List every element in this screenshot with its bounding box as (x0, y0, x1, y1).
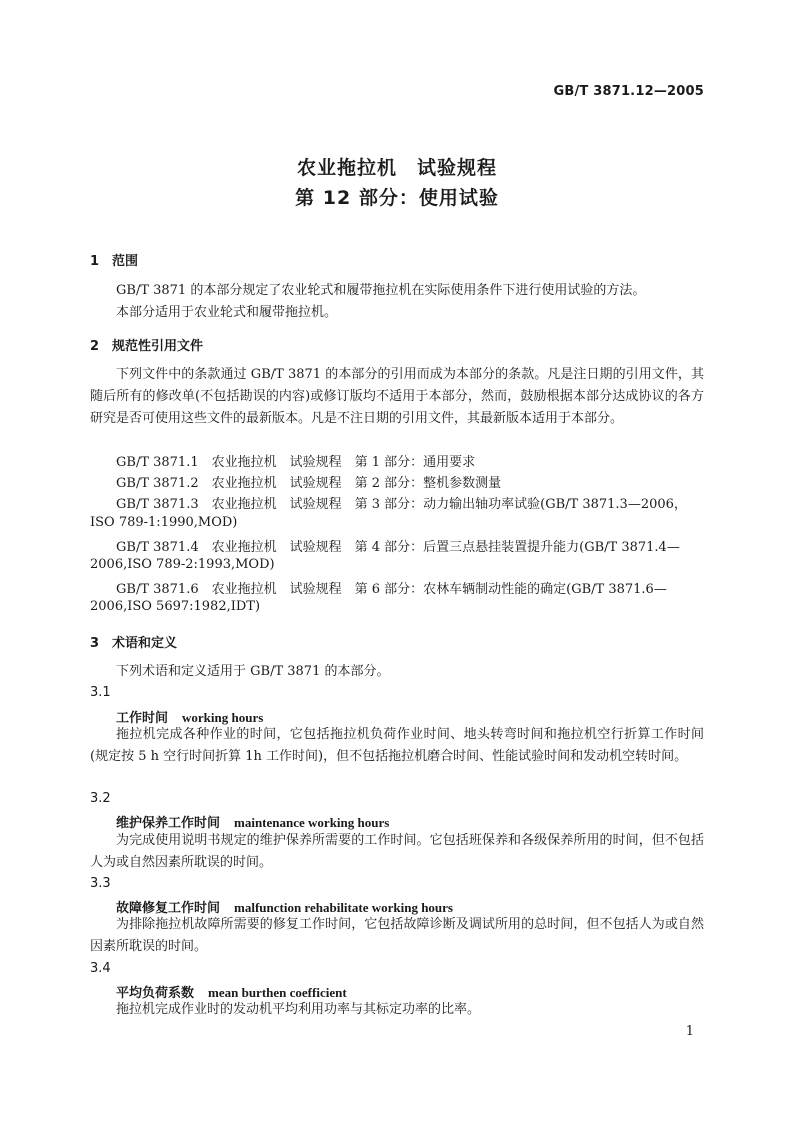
reference-item-continuation: 2006,ISO 789-2:1993,MOD) (90, 557, 275, 572)
term-chinese: 工作时间 (116, 711, 169, 726)
term-heading (116, 812, 389, 831)
document-subtitle: 第 12 部分：使用试验 (295, 187, 499, 209)
section-title: 规范性引用文件 (112, 339, 204, 354)
section-title: 术语和定义 (112, 636, 178, 651)
section-title: 范围 (112, 254, 139, 269)
clause-number: 3.1 (90, 685, 111, 700)
term-english: maintenance working hours (234, 815, 390, 830)
page-number: 1 (685, 1024, 694, 1039)
section-heading-scope (90, 250, 138, 269)
document-title: 农业拖拉机 试验规程 (296, 157, 497, 179)
section-heading-normative-references (90, 335, 203, 354)
reference-item-continuation: 2006,ISO 5697:1982,IDT) (90, 599, 261, 614)
reference-item: GB/T 3871.3 农业拖拉机 试验规程 第 3 部分：动力输出轴功率试验(GB/T 3871.3—2006， (116, 497, 687, 512)
term-definition: 拖拉机完成各种作业的时间，它包括拖拉机负荷作业时间、地头转弯时间和拖拉机空行折算工作时间(规定按 5 h 空行时间折算 1h 工作时间)，但不包括拖拉机磨合时间、性能试验时间和发动机空转时间。 (90, 727, 704, 764)
term-chinese: 故障修复工作时间 (116, 901, 221, 916)
reference-item: GB/T 3871.1 农业拖拉机 试验规程 第 1 部分：通用要求 (116, 455, 476, 470)
section-number: 2 (90, 339, 100, 354)
term-english: working hours (182, 710, 264, 725)
reference-item: GB/T 3871.6 农业拖拉机 试验规程 第 6 部分：农林车辆制动性能的确定(GB/T 3871.6— (116, 582, 667, 597)
standard-code: GB/T 3871.12—2005 (553, 84, 704, 99)
term-english: mean burthen coefficient (208, 985, 347, 1000)
reference-item-continuation: ISO 789-1:1990,MOD) (90, 515, 238, 530)
term-chinese: 平均负荷系数 (116, 986, 195, 1001)
scope-paragraph-1: GB/T 3871 的本部分规定了农业轮式和履带拖拉机在实际使用条件下进行使用试验的方法。 (116, 283, 646, 298)
references-intro-paragraph: 下列文件中的条款通过 GB/T 3871 的本部分的引用而成为本部分的条款。凡是注日期的引用文件，其随后所有的修改单(不包括勘误的内容)或修订版均不适用于本部分，然而，鼓励根据本部分达成协议的各方研究是否可使用这些文件的最新版本。凡是不注日期的引用文件，其最新版本适用于本部分。 (90, 367, 704, 426)
term-chinese: 维护保养工作时间 (116, 816, 221, 831)
scope-paragraph-2: 本部分适用于农业轮式和履带拖拉机。 (116, 305, 338, 320)
clause-number: 3.4 (90, 961, 111, 976)
term-definition: 为排除拖拉机故障所需要的修复工作时间，它包括故障诊断及调试所用的总时间，但不包括人为或自然因素所耽误的时间。 (90, 917, 704, 954)
reference-item: GB/T 3871.4 农业拖拉机 试验规程 第 4 部分：后置三点悬挂装置提升能力(GB/T 3871.4— (116, 540, 680, 555)
clause-number: 3.3 (90, 876, 111, 891)
section-heading-terms-definitions (90, 632, 177, 651)
term-english: malfunction rehabilitate working hours (234, 900, 453, 915)
terms-intro-paragraph: 下列术语和定义适用于 GB/T 3871 的本部分。 (116, 664, 390, 679)
term-definition: 拖拉机完成作业时的发动机平均利用功率与其标定功率的比率。 (116, 1002, 481, 1017)
section-number: 3 (90, 636, 100, 651)
term-definition: 为完成使用说明书规定的维护保养所需要的工作时间。它包括班保养和各级保养所用的时间，但不包括人为或自然因素所耽误的时间。 (90, 833, 704, 870)
reference-item: GB/T 3871.2 农业拖拉机 试验规程 第 2 部分：整机参数测量 (116, 476, 502, 491)
clause-number: 3.2 (90, 791, 111, 806)
section-number: 1 (90, 254, 100, 269)
